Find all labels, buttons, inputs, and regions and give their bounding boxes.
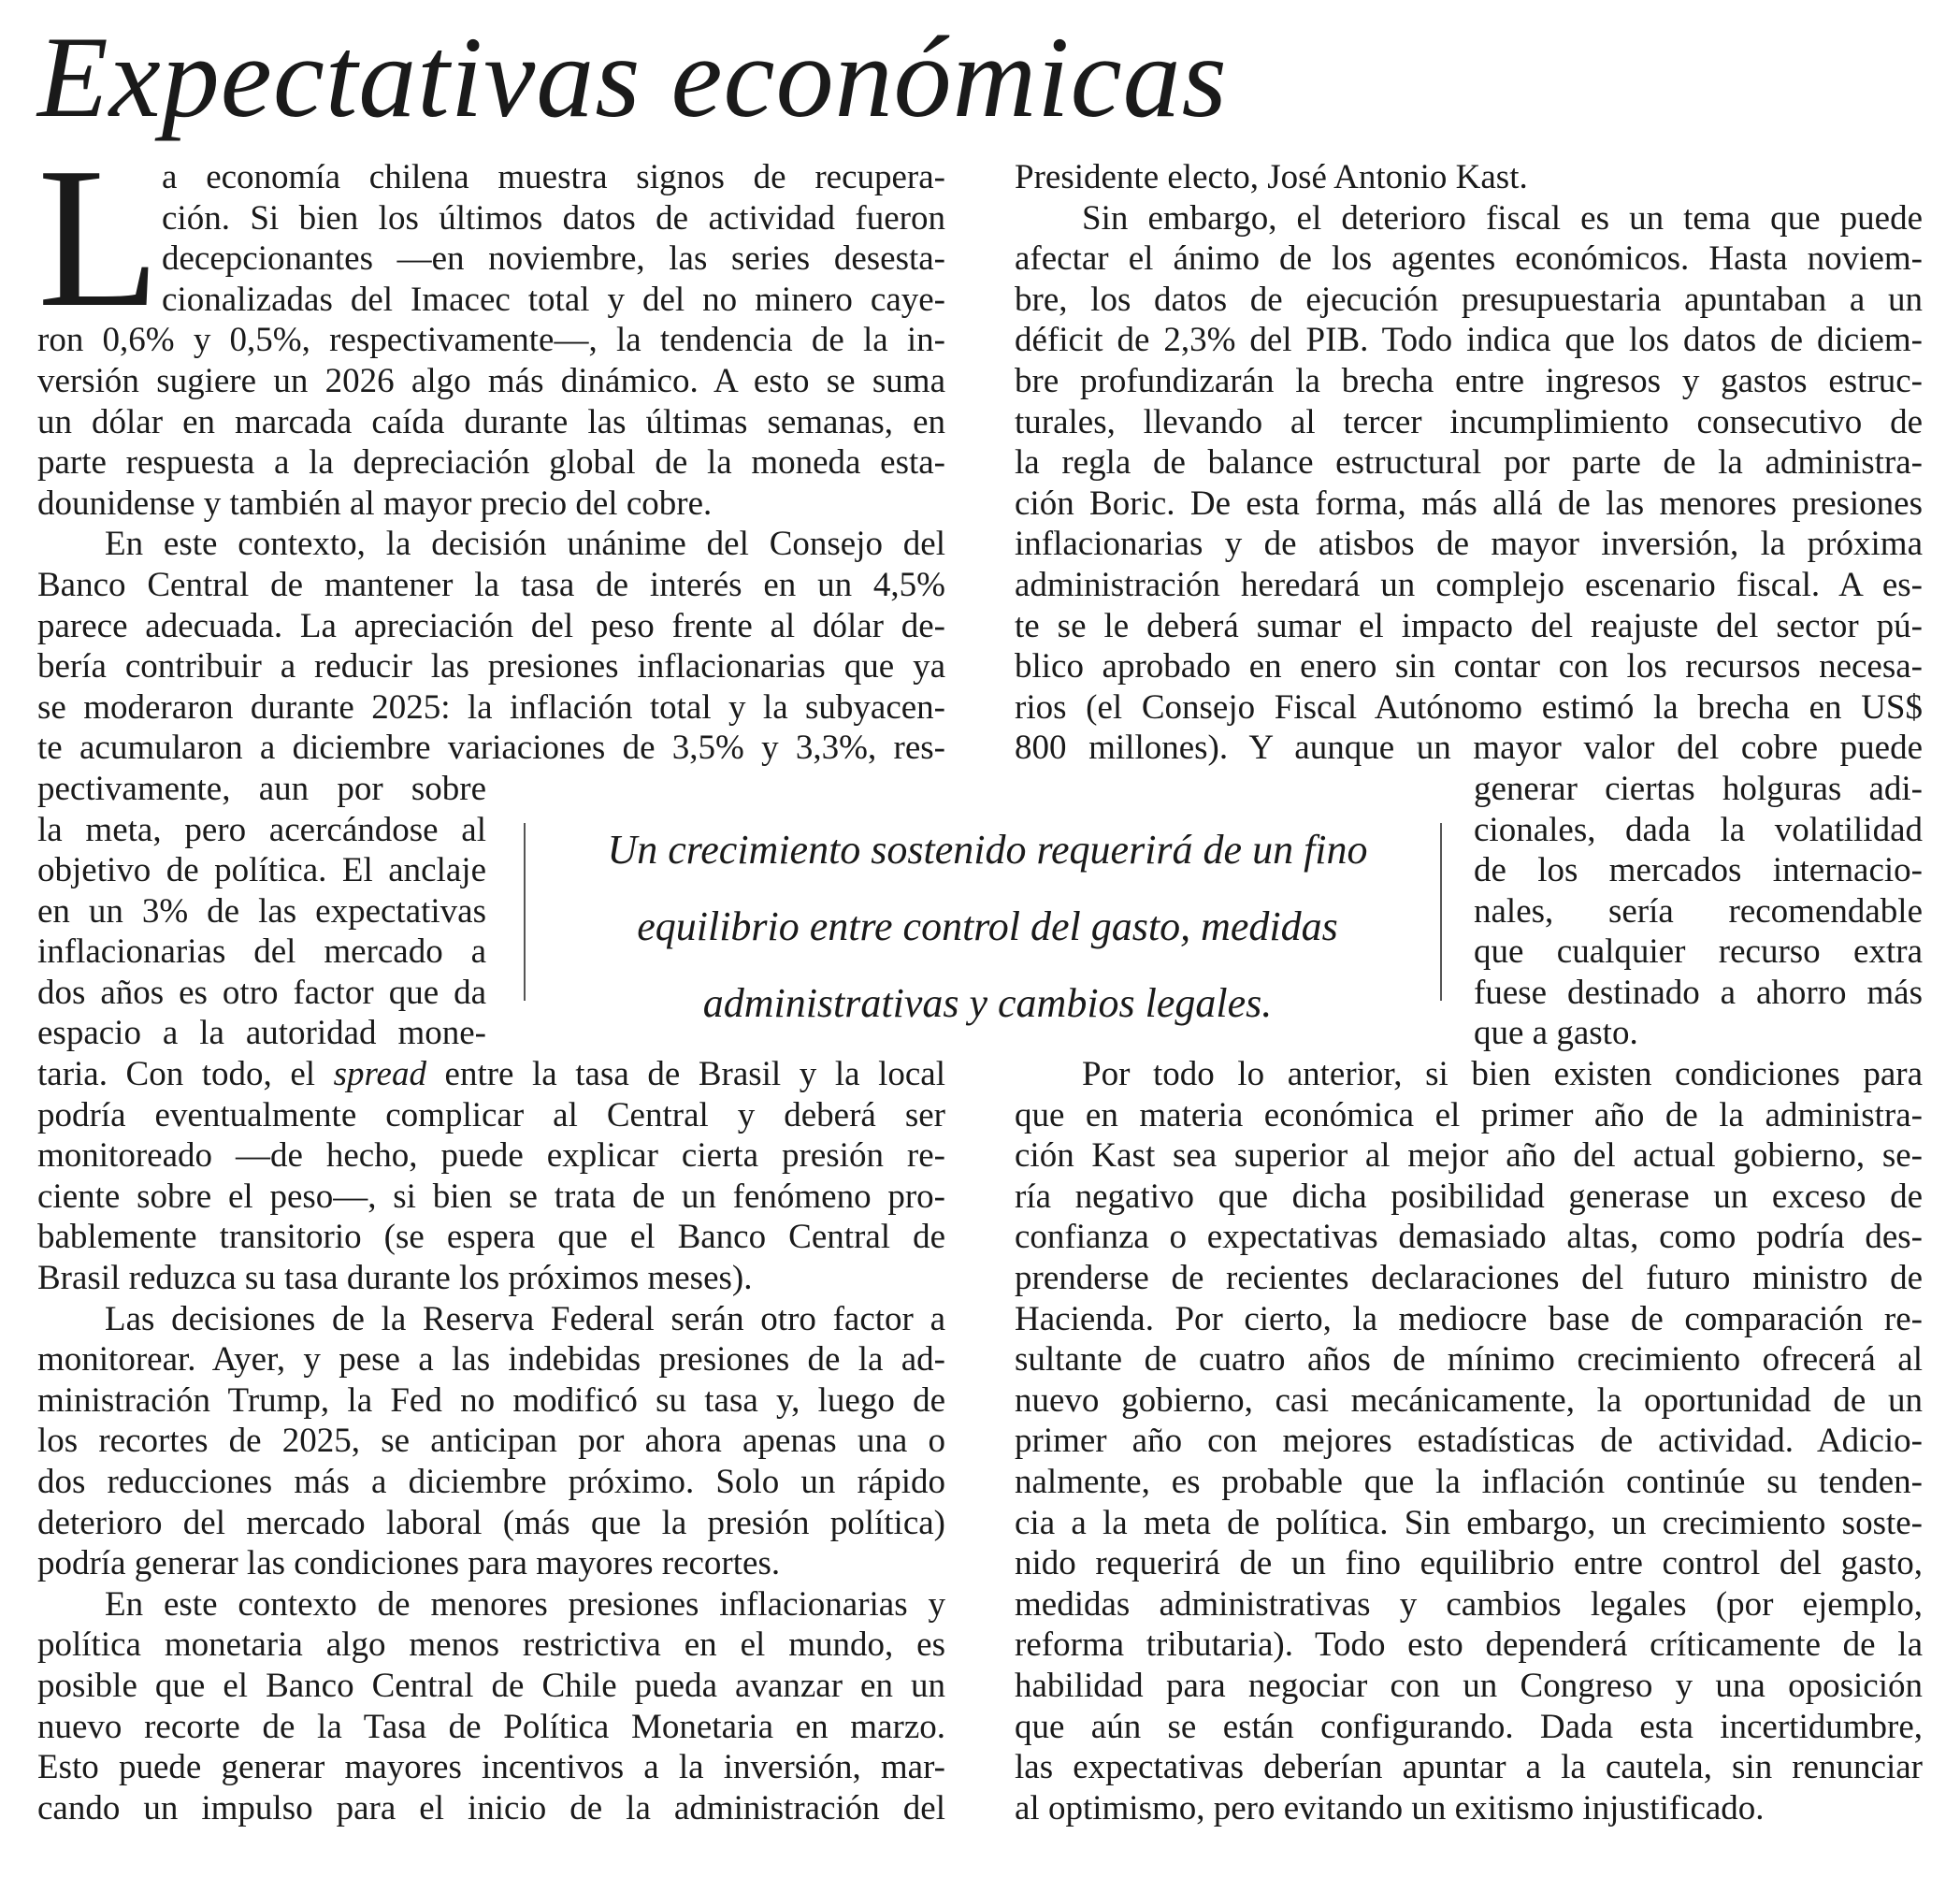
text-line: inflacionarias y de atisbos de mayor inversión, la próxima	[1015, 525, 1923, 564]
pullquote	[529, 812, 1446, 1042]
text-line: las expectativas deberían apuntar a la cautela, sin renunciar	[1015, 1748, 1923, 1787]
text-line-continuation: Presidente electo, José Antonio Kast.	[1015, 158, 1528, 196]
text-line: bablemente transitorio (se espera que el Banco Central de	[37, 1218, 945, 1257]
text-line: afectar el ánimo de los agentes económicos. Hasta noviem-	[1015, 239, 1923, 279]
text-line: ción Boric. De esta forma, más allá de las menores presiones	[1015, 484, 1923, 523]
text-line: nales, sería recomendable	[1474, 891, 1923, 931]
text-line: dos años es otro factor que da	[37, 973, 486, 1012]
text-line: al optimismo, pero evitando un exitismo injustificado.	[1015, 1788, 1765, 1827]
pullquote-line: equilibrio entre control del gasto, medidas	[637, 903, 1338, 949]
text-line: en un 3% de las expectativas	[37, 891, 486, 931]
paragraph-conclusion	[1015, 1054, 1923, 1828]
text-line: nuevo gobierno, casi mecánicamente, la oportunidad de un	[1015, 1380, 1923, 1420]
text-line: Hacienda. Por cierto, la mediocre base de comparación re-	[1015, 1299, 1923, 1338]
paragraph-deterioro-fiscal	[1015, 198, 1923, 769]
text-line: bre profundizarán la brecha entre ingresos y gastos estruc-	[1015, 361, 1923, 400]
text-line: ciente sobre el peso—, si bien se trata de un fenómeno pro-	[37, 1177, 945, 1216]
text-line: dounidense y también al mayor precio del cobre.	[37, 484, 713, 523]
drop-cap: L	[37, 125, 161, 349]
text-line: administración heredará un complejo escenario fiscal. A es-	[1015, 565, 1923, 604]
text-line: posible que el Banco Central de Chile pueda avanzar en un	[37, 1666, 945, 1705]
text-line: espacio a la autoridad mone-	[37, 1014, 486, 1053]
text-line: podría eventualmente complicar al Central y deberá ser	[37, 1095, 945, 1134]
text-line: medidas administrativas y cambios legales (por ejemplo,	[1015, 1584, 1923, 1624]
text-line: parece adecuada. La apreciación del peso frente al dólar de-	[37, 606, 945, 645]
text-line: cia a la meta de política. Sin embargo, un crecimiento soste-	[1015, 1503, 1923, 1542]
text-line: prenderse de recientes declaraciones del futuro ministro de	[1015, 1259, 1923, 1298]
text-line: En este contexto, la decisión unánime del Consejo del	[105, 525, 945, 564]
text-line: que en materia económica el primer año de la administra-	[1015, 1095, 1923, 1134]
text-line: parte respuesta a la depreciación global de la moneda esta-	[37, 443, 945, 483]
text-line: 800 millones). Y aunque un mayor valor del cobre puede	[1015, 729, 1923, 768]
paragraph-deterioro-fiscal-narrow	[1474, 769, 1923, 1054]
text-line: un dólar en marcada caída durante las últimas semanas, en	[37, 402, 945, 441]
text-line: Sin embargo, el deterioro fiscal es un tema que puede	[1082, 198, 1923, 238]
text-line: nido requerirá de un fino equilibrio entre control del gasto,	[1015, 1544, 1923, 1583]
text-line: los recortes de 2025, se anticipan por ahora apenas una o	[37, 1422, 945, 1461]
spread-term: spread	[333, 1055, 426, 1094]
text-line: blico aprobado en enero sin contar con los recursos necesa-	[1015, 647, 1923, 686]
text-line: cionales, dada la volatilidad	[1474, 810, 1923, 849]
text-line: nuevo recorte de la Tasa de Política Monetaria en marzo.	[37, 1707, 945, 1746]
article-title: Expectativas económicas	[37, 13, 1228, 141]
text-line: bre, los datos de ejecución presupuestaria apuntaban a un	[1015, 280, 1923, 319]
text-line: ron 0,6% y 0,5%, respectivamente—, la tendencia de la in-	[37, 321, 945, 360]
pullquote-rule-right	[1440, 823, 1442, 1001]
text-line: nalmente, es probable que la inflación continúe su tenden-	[1015, 1463, 1923, 1501]
text-line: objetivo de política. El anclaje	[37, 851, 486, 890]
pullquote-line: administrativas y cambios legales.	[702, 980, 1273, 1026]
text-line: reforma tributaria). Todo esto dependerá críticamente de la	[1015, 1625, 1923, 1665]
paragraph-opening	[37, 125, 945, 524]
text-line: deterioro del mercado laboral (más que la presión política)	[37, 1503, 945, 1542]
pullquote-line: Un crecimiento sostenido requerirá de un fino	[607, 827, 1368, 873]
text-line: la regla de balance estructural por parte de la administra-	[1015, 443, 1923, 483]
text-line: primer año con mejores estadísticas de actividad. Adicio-	[1015, 1422, 1923, 1461]
text-line: cando un impulso para el inicio de la administración del	[37, 1788, 945, 1827]
text-line: ministración Trump, la Fed no modificó su tasa y, luego de	[37, 1380, 945, 1420]
text-line: En este contexto de menores presiones inflacionarias y	[105, 1584, 945, 1624]
text-line: fuese destinado a ahorro más	[1474, 973, 1923, 1012]
text-line: de los mercados internacio-	[1474, 851, 1923, 890]
text-line: versión sugiere un 2026 algo más dinámico. A esto se suma	[37, 361, 945, 400]
text-line: dos reducciones más a diciembre próximo. Solo un rápido	[37, 1463, 945, 1501]
text-line: ría negativo que dicha posibilidad generase un exceso de	[1015, 1177, 1923, 1216]
paragraph-reserva-federal	[37, 1299, 945, 1584]
text-line: cionalizadas del Imacec total y del no minero caye-	[162, 280, 945, 319]
text-line: monitoreado —de hecho, puede explicar cierta presión re-	[37, 1136, 945, 1176]
paragraph-tasa-politica	[37, 1584, 945, 1829]
text-line: podría generar las condiciones para mayores recortes.	[37, 1544, 781, 1583]
text-line: bería contribuir a reducir las presiones inflacionarias que ya	[37, 647, 945, 686]
text-line: Banco Central de mantener la tasa de interés en un 4,5%	[37, 565, 945, 604]
text-line: sultante de cuatro años de mínimo crecimiento ofrecerá al	[1015, 1340, 1923, 1380]
text-line: te acumularon a diciembre variaciones de 3,5% y 3,3%, res-	[37, 729, 945, 768]
pullquote-rule-left	[524, 823, 526, 1001]
text-line: generar ciertas holguras adi-	[1474, 769, 1923, 808]
text-line: monitorear. Ayer, y pese a las indebidas presiones de la ad-	[37, 1340, 945, 1380]
text-line: la meta, pero acercándose al	[37, 810, 486, 849]
text-line: ción Kast sea superior al mejor año del actual gobierno, se-	[1015, 1136, 1923, 1176]
text-line: ción. Si bien los últimos datos de actividad fueron	[162, 198, 945, 238]
text-line: Por todo lo anterior, si bien existen condiciones para	[1082, 1055, 1923, 1094]
text-line: déficit de 2,3% del PIB. Todo indica que los datos de diciem-	[1015, 321, 1923, 360]
text-line: rios (el Consejo Fiscal Autónomo estimó la brecha en US$	[1015, 687, 1923, 727]
text-line: que a gasto.	[1474, 1014, 1638, 1053]
text-line: habilidad para negociar con un Congreso y una oposición	[1015, 1666, 1923, 1705]
text-line: se moderaron durante 2025: la inflación total y la subyacen-	[37, 687, 945, 727]
text-line: inflacionarias del mercado a	[37, 932, 486, 972]
text-line: te se le deberá sumar el impacto del reajuste del sector pú-	[1015, 606, 1923, 645]
text-line: Esto puede generar mayores incentivos a la inversión, mar-	[37, 1748, 945, 1787]
text-line-spread: taria. Con todo, el spread entre la tasa de Brasil y la local	[37, 1055, 945, 1094]
text-line: Las decisiones de la Reserva Federal serán otro factor a	[105, 1299, 945, 1338]
text-line: pectivamente, aun por sobre	[37, 769, 486, 808]
text-line: confianza o expectativas demasiado altas, como podría des-	[1015, 1218, 1923, 1257]
text-line: Brasil reduzca su tasa durante los próximos meses).	[37, 1259, 753, 1298]
text-line: política monetaria algo menos restrictiva en el mundo, es	[37, 1625, 945, 1665]
text-line: que aún se están configurando. Dada esta incertidumbre,	[1015, 1707, 1923, 1746]
text-line: que cualquier recurso extra	[1474, 932, 1923, 972]
text-line: a economía chilena muestra signos de recupera-	[162, 158, 945, 196]
text-line: decepcionantes —en noviembre, las series desesta-	[162, 239, 945, 279]
text-line: turales, llevando al tercer incumplimiento consecutivo de	[1015, 402, 1923, 441]
